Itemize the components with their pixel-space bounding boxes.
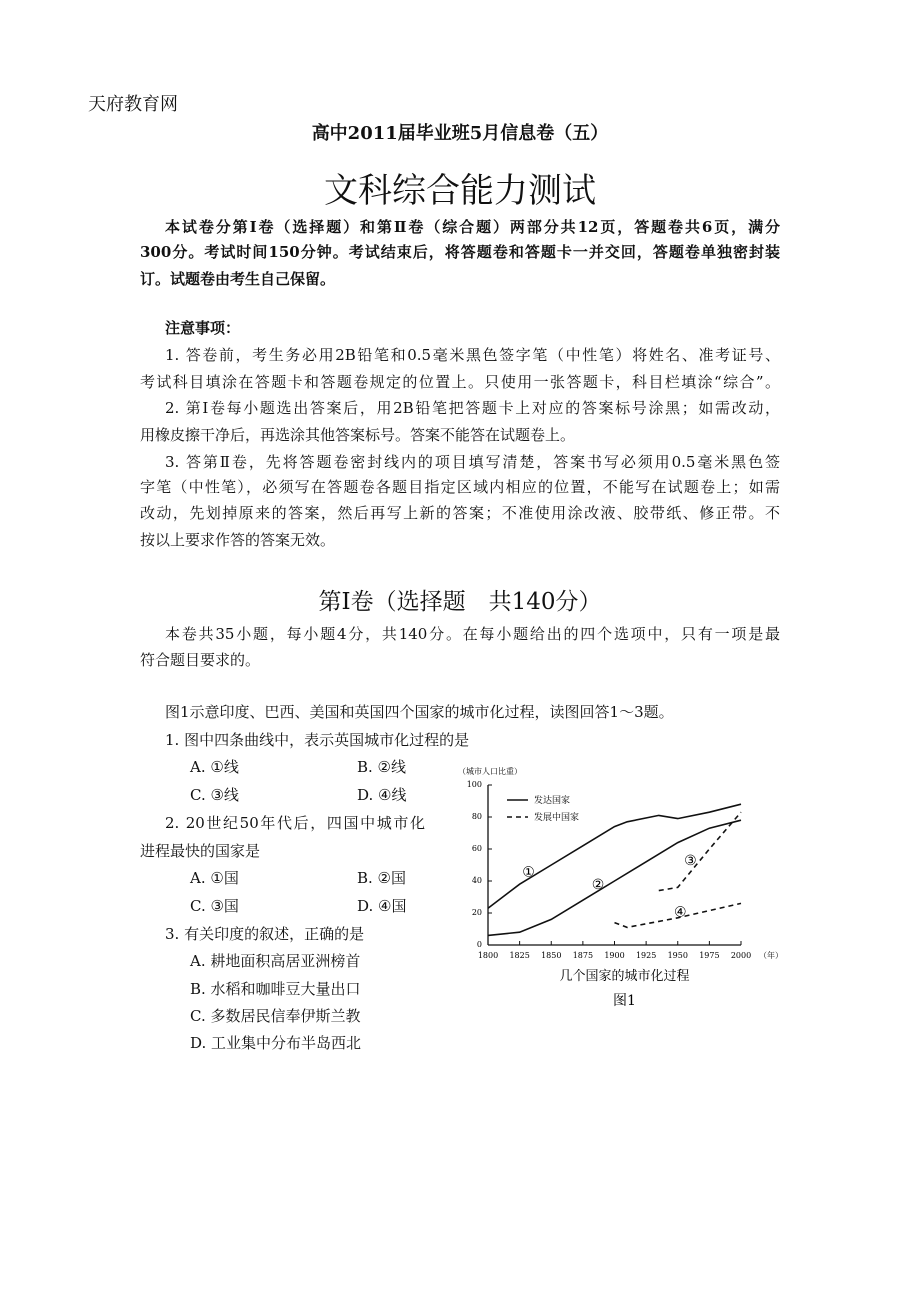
y-tick-label: 100: [466, 780, 482, 789]
x-tick-label: 1975: [699, 951, 720, 960]
note-line: 考试科目填涂在答题卡和答题卷规定的位置上。只使用一张答题卡，科目栏填涂“综合”。: [140, 373, 780, 391]
x-tick-label: 1825: [509, 951, 530, 960]
x-tick-label: 1800: [477, 951, 499, 960]
q3-option-c: C. 多数居民信奉伊斯兰教: [190, 1007, 361, 1025]
x-tick-label: 1900: [604, 951, 625, 960]
series-line: [488, 804, 741, 908]
series-label: ①: [522, 864, 535, 881]
question-2-stem: 进程最快的国家是: [140, 842, 261, 860]
q3-option-b: B. 水稻和咖啡豆大量出口: [190, 980, 361, 998]
y-tick-label: 40: [471, 876, 482, 885]
legend-label: 发达国家: [534, 796, 571, 806]
q2-option-d: D. ④国: [357, 897, 407, 915]
note-line: 按以上要求作答的答案无效。: [140, 531, 336, 549]
x-axis-label: （年）: [759, 951, 783, 960]
q2-option-a: A. ①国: [190, 869, 239, 887]
q2-option-b: B. ②国: [357, 869, 407, 887]
y-tick-label: 0: [476, 940, 482, 949]
urbanization-chart: [450, 760, 795, 1020]
q2-option-c: C. ③国: [190, 897, 239, 915]
series-label: ④: [673, 904, 687, 921]
x-tick-label: 1925: [635, 951, 657, 960]
notes-heading: 注意事项：: [165, 319, 241, 337]
y-tick-label: 80: [471, 812, 482, 821]
q1-option-a: A. ①线: [190, 758, 239, 776]
x-tick-label: 2000: [730, 951, 752, 960]
series-label: ③: [684, 853, 697, 870]
q3-option-a: A. 耕地面积高居亚洲榜首: [190, 952, 361, 970]
site-name: 天府教育网: [88, 94, 178, 115]
note-line: 1. 答卷前，考生务必用2B铅笔和0.5毫米黑色签字笔（中性笔）将姓名、准考证号、: [165, 346, 780, 364]
intro-line: 本试卷分第Ⅰ卷（选择题）和第Ⅱ卷（综合题）两部分共12页，答题卷共6页，满分: [165, 218, 780, 236]
question-2-stem: 2. 20世纪50年代后，四国中城市化: [165, 814, 425, 832]
x-tick-label: 1850: [541, 951, 562, 960]
q3-option-d: D. 工业集中分布半岛西北: [190, 1034, 362, 1052]
y-axis-label: （城市人口比重）: [458, 767, 522, 776]
figure-intro: 图1示意印度、巴西、美国和英国四个国家的城市化过程，读图回答1～3题。: [165, 703, 674, 721]
intro-line: 300分。考试时间150分钟。考试结束后，将答题卷和答题卡一并交回，答题卷单独密封装: [140, 243, 780, 261]
q1-option-d: D. ④线: [357, 786, 407, 804]
section-title: 第Ⅰ卷（选择题 共140分）: [318, 589, 602, 615]
question-1-stem: 1. 图中四条曲线中，表示英国城市化过程的是: [165, 731, 470, 749]
x-tick-label: 1950: [667, 951, 688, 960]
series-label: ②: [591, 877, 605, 894]
note-line: 3. 答第Ⅱ卷，先将答题卷密封线内的项目填写清楚，答案书写必须用0.5毫米黑色签: [165, 453, 780, 471]
q1-option-b: B. ②线: [357, 758, 407, 776]
intro-line: 订。试题卷由考生自己保留。: [140, 270, 336, 288]
y-tick-label: 60: [471, 844, 482, 853]
section-intro-line: 符合题目要求的。: [140, 651, 261, 669]
note-line: 用橡皮擦干净后，再选涂其他答案标号。答案不能答在试题卷上。: [140, 426, 576, 444]
x-tick-label: 1875: [572, 951, 594, 960]
note-line: 2. 第Ⅰ卷每小题选出答案后，用2B铅笔把答题卡上对应的答案标号涂黑；如需改动，: [165, 399, 780, 417]
note-line: 改动，先划掉原来的答案，然后再写上新的答案；不准使用涂改液、胶带纸、修正带。不: [140, 504, 780, 522]
question-3-stem: 3. 有关印度的叙述，正确的是: [165, 925, 365, 943]
legend-label: 发展中国家: [534, 813, 580, 823]
exam-title: 高中2011届毕业班5月信息卷（五）: [311, 123, 609, 144]
section-intro-line: 本卷共35小题，每小题4分，共140分。在每小题给出的四个选项中，只有一项是最: [165, 625, 780, 643]
figure-caption: 图1: [613, 993, 636, 1009]
q1-option-c: C. ③线: [190, 786, 239, 804]
chart-title: 几个国家的城市化过程: [559, 969, 690, 984]
note-line: 字笔（中性笔），必须写在答题卷各题目指定区域内相应的位置，不能写在试题卷上；如需: [140, 478, 780, 496]
y-tick-label: 20: [471, 908, 482, 917]
main-title: 文科综合能力测试: [324, 171, 596, 211]
